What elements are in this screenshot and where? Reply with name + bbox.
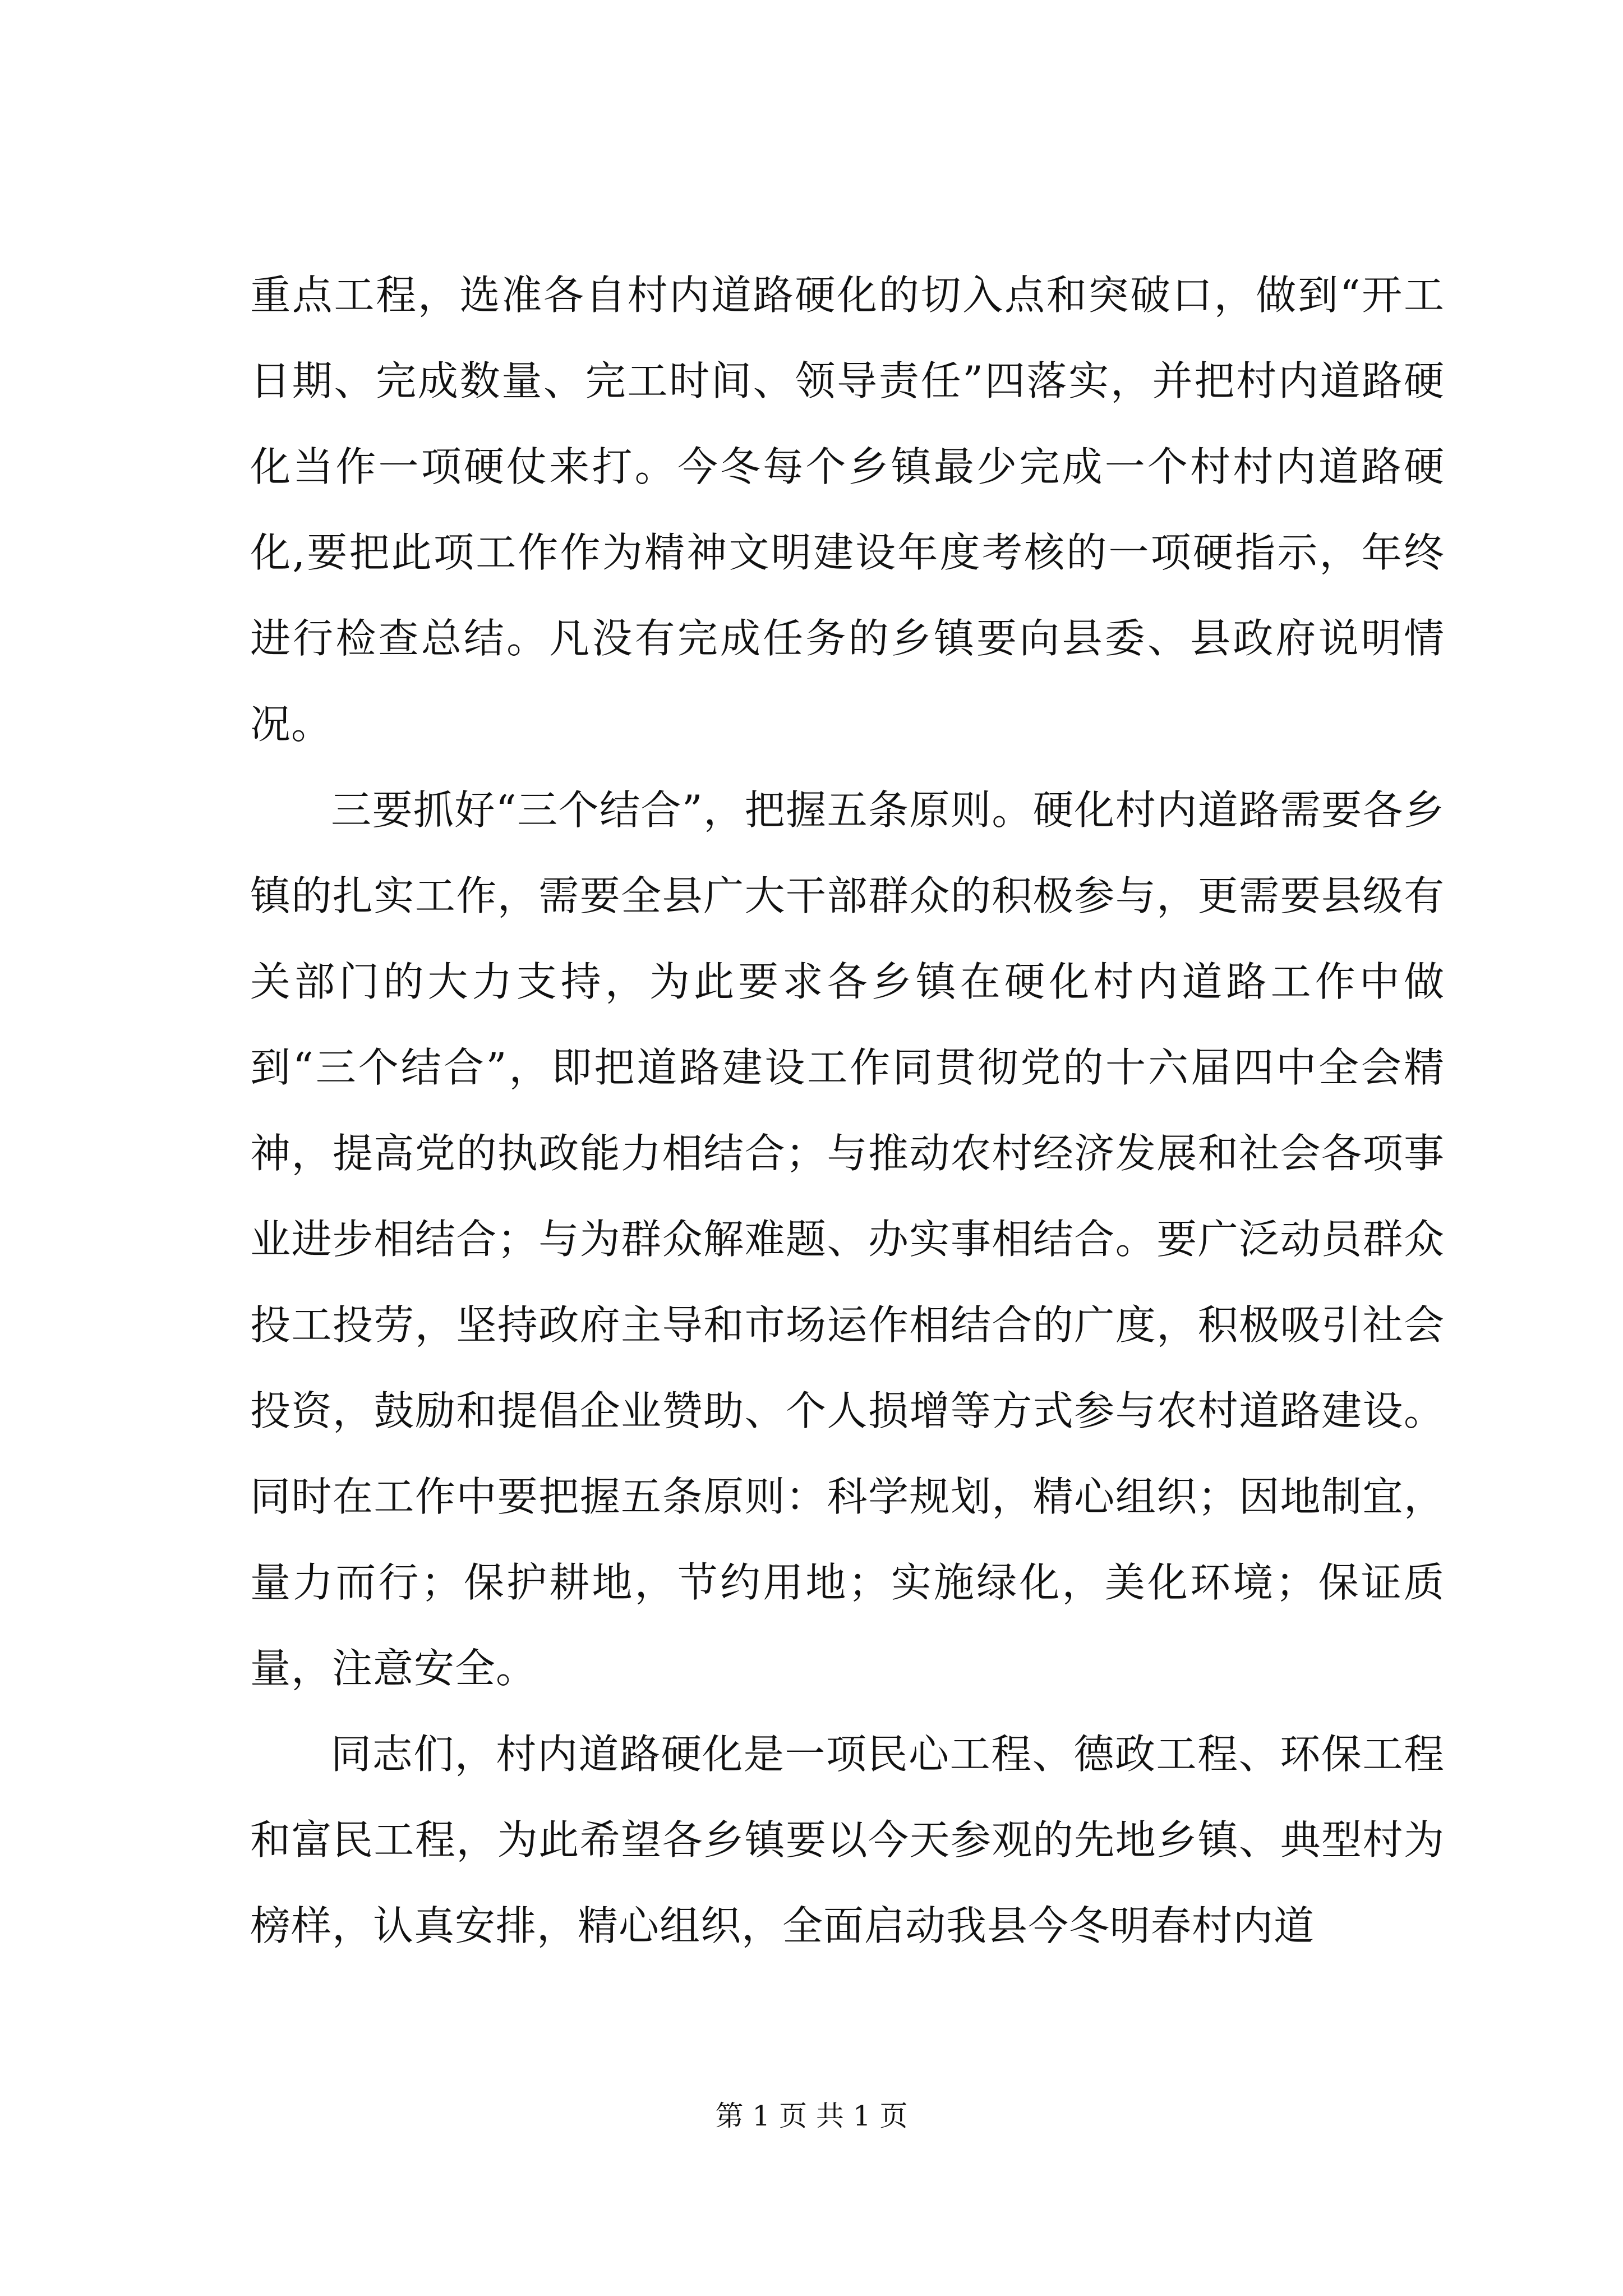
- page-number-footer: 第 1 页 共 1 页: [715, 2100, 908, 2132]
- paragraph-comrades: 同志们，村内道路硬化是一项民心工程、德政工程、环保工程和富民工程，为此希望各乡镇要以今天参观的先地乡镇、典型村为榜样，认真安排，精心组织，全面启动我县今冬明春村内道: [250, 1731, 1445, 1949]
- paragraph-continuation: 重点工程，选准各自村内道路硬化的切入点和突破口，做到“开工日期、完成数量、完工时间、领导责任”四落实，并把村内道路硬化当作一项硬仗来打。今冬每个乡镇最少完成一个村村内道路硬化,要把此项工作作为精神文明建设年度考核的一项硬指示，年终进行检查总结。凡没有完成任务的乡镇要向县委、县政府说明情况。: [250, 272, 1445, 748]
- paragraph-three-combinations: 三要抓好“三个结合”，把握五条原则。硬化村内道路需要各乡镇的扎实工作，需要全县广大干部群众的积极参与，更需要县级有关部门的大力支持，为此要求各乡镇在硬化村内道路工作中做到“三个结合”，即把道路建设工作同贯彻党的十六届四中全会精神，提高党的执政能力相结合；与推动农村经济发展和社会各项事业进步相结合；与为群众解难题、办实事相结合。要广泛动员群众投工投劳，坚持政府主导和市场运作相结合的广度，积极吸引社会投资，鼓励和提倡企业赞助、个人损增等方式参与农村道路建设。同时在工作中要把握五条原则：科学规划，精心组织；因地制宜，量力而行；保护耕地，节约用地；实施绿化，美化环境；保证质量，注意安全。: [250, 786, 1445, 1692]
- document-body: [250, 252, 1445, 1969]
